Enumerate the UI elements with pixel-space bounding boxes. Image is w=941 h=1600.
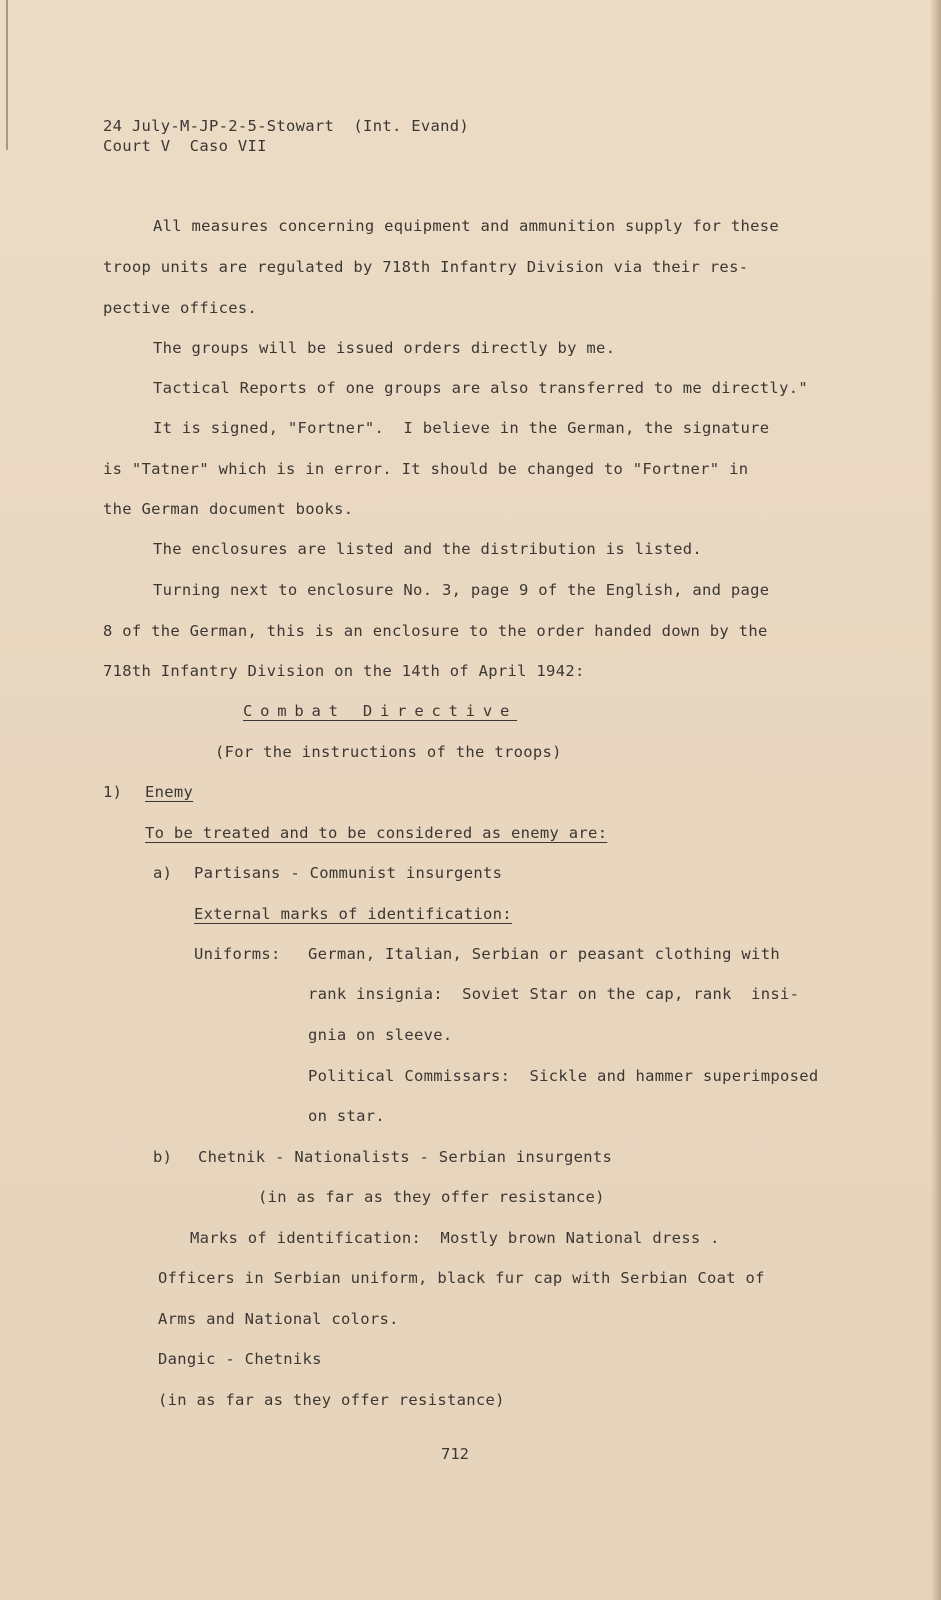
- directive-title: Combat Directive: [243, 702, 518, 720]
- uniforms-line-1: German, Italian, Serbian or peasant clothing with: [308, 945, 780, 963]
- uniforms-line-2: rank insignia: Soviet Star on the cap, rank insi-: [308, 985, 800, 1003]
- item-a-label: a): [153, 864, 173, 882]
- paragraph-5: The enclosures are listed and the distribution is listed.: [153, 540, 703, 558]
- paragraph-6-line-1: Turning next to enclosure No. 3, page 9 of the English, and page: [153, 581, 770, 599]
- paragraph-2: The groups will be issued orders directly by me.: [153, 339, 616, 357]
- paragraph-4-line-3: the German document books.: [103, 500, 354, 518]
- officers-line-1: Officers in Serbian uniform, black fur cap with Serbian Coat of: [158, 1269, 765, 1287]
- paragraph-1-line-3: pective offices.: [103, 299, 258, 317]
- commissars-line-1: Political Commissars: Sickle and hammer superimposed: [308, 1067, 819, 1085]
- page-number: 712: [441, 1445, 469, 1463]
- page-edge: [931, 0, 941, 1600]
- paragraph-4-line-1: It is signed, "Fortner". I believe in the German, the signature: [153, 419, 770, 437]
- item-a-text: Partisans - Communist insurgents: [194, 864, 503, 882]
- section-1-number: 1): [103, 783, 123, 801]
- header-line-2: Court V Caso VII: [103, 137, 267, 155]
- header-line-1: 24 July-M-JP-2-5-Stowart (Int. Evand): [103, 117, 470, 135]
- section-1-intro: To be treated and to be considered as enemy are:: [145, 824, 608, 842]
- paragraph-4-line-2: is "Tatner" which is in error. It should be changed to "Fortner" in: [103, 460, 749, 478]
- paragraph-1-line-1: All measures concerning equipment and ammunition supply for these: [153, 217, 780, 235]
- paragraph-6-line-3: 718th Infantry Division on the 14th of April 1942:: [103, 662, 585, 680]
- item-b-marks: Marks of identification: Mostly brown National dress .: [190, 1229, 720, 1247]
- officers-line-2: Arms and National colors.: [158, 1310, 399, 1328]
- directive-subtitle: (For the instructions of the troops): [215, 743, 562, 761]
- paragraph-3: Tactical Reports of one groups are also transferred to me directly.": [153, 379, 808, 397]
- uniforms-label: Uniforms:: [194, 945, 281, 963]
- commissars-line-2: on star.: [308, 1107, 386, 1125]
- dangic-line: Dangic - Chetniks: [158, 1350, 322, 1368]
- paragraph-1-line-2: troop units are regulated by 718th Infantry Division via their res-: [103, 258, 749, 276]
- item-a-marks-heading: External marks of identification:: [194, 905, 512, 923]
- uniforms-line-3: gnia on sleeve.: [308, 1026, 453, 1044]
- section-1-heading: Enemy: [145, 783, 194, 801]
- binding-mark: [6, 0, 8, 150]
- item-b-subtext: (in as far as they offer resistance): [258, 1188, 605, 1206]
- paragraph-6-line-2: 8 of the German, this is an enclosure to the order handed down by the: [103, 622, 768, 640]
- dangic-subtext: (in as far as they offer resistance): [158, 1391, 505, 1409]
- item-b-text: Chetnik - Nationalists - Serbian insurgents: [198, 1148, 613, 1166]
- item-b-label: b): [153, 1148, 173, 1166]
